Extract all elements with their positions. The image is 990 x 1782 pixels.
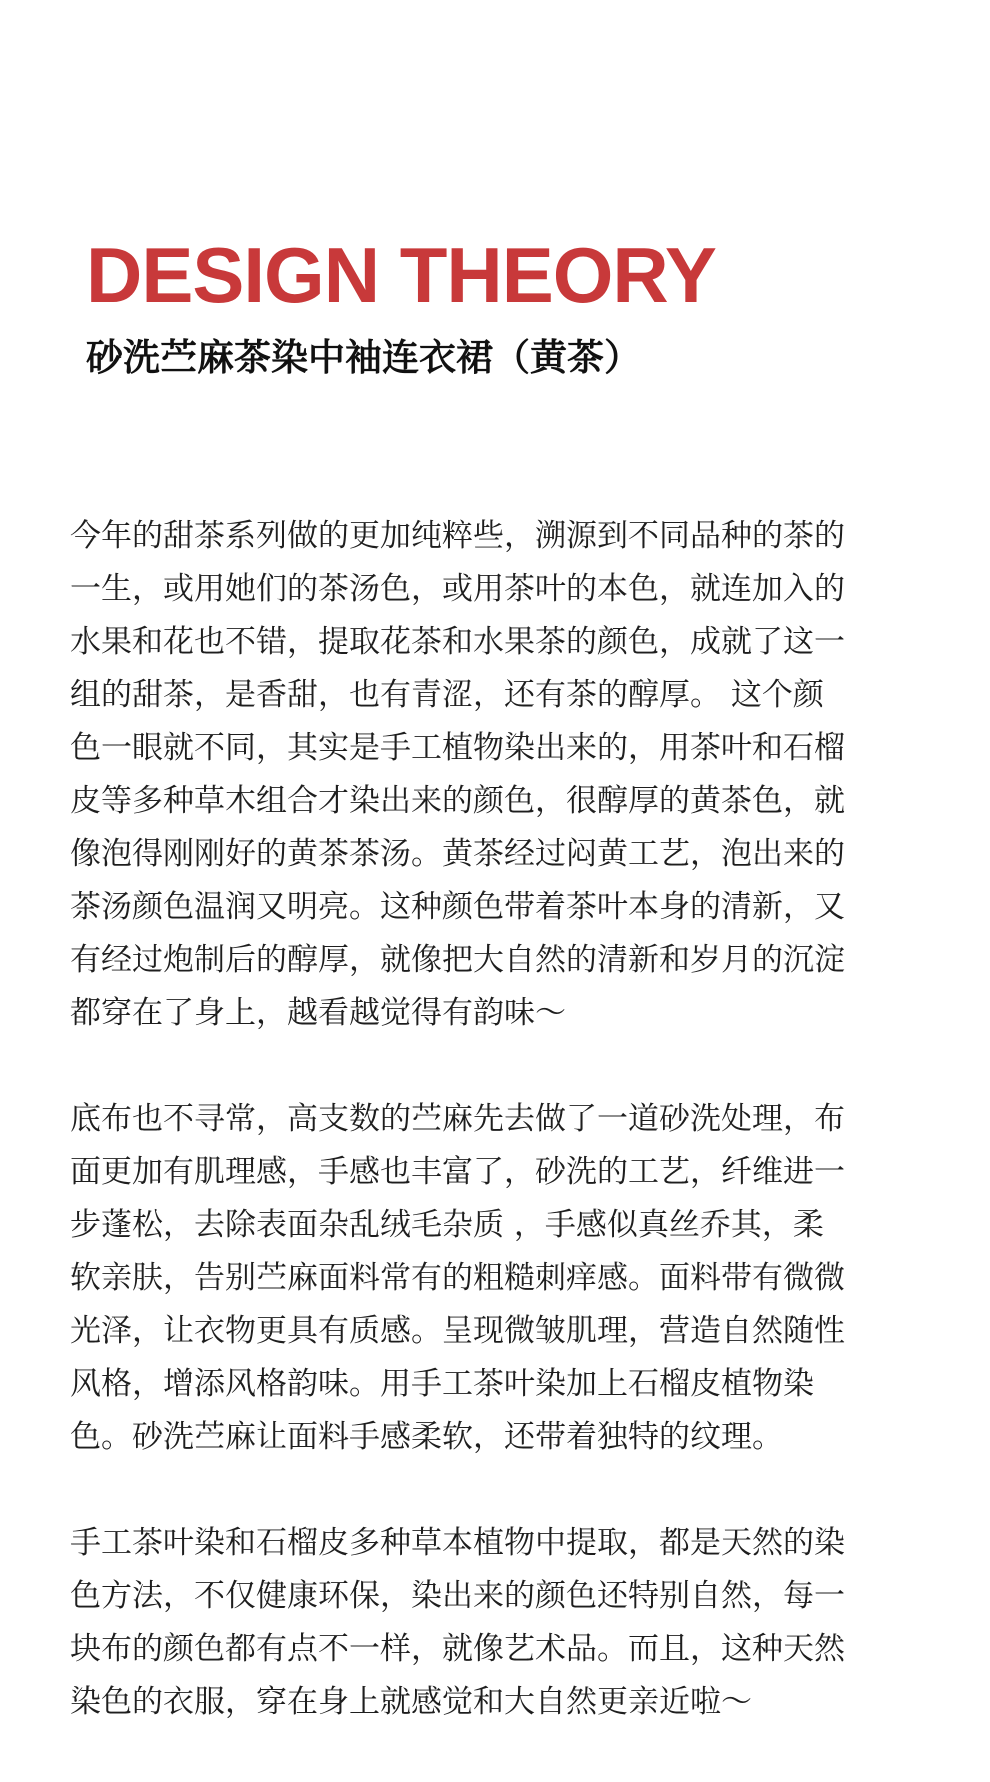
text-line: 手工茶叶染和石榴皮多种草本植物中提取，都是天然的染: [70, 1525, 845, 1561]
text-line: 面更加有肌理感，手感也丰富了，砂洗的工艺，纤维进一: [70, 1154, 845, 1190]
english-heading: DESIGN THEORY: [86, 231, 716, 319]
text-line: 皮等多种草木组合才染出来的颜色，很醇厚的黄茶色，就: [70, 783, 845, 819]
text-line: 底布也不寻常，高支数的苎麻先去做了一道砂洗处理，布: [70, 1101, 845, 1137]
text-line: 块布的颜色都有点不一样，就像艺术品。而且，这种天然: [70, 1631, 845, 1667]
text-line: 都穿在了身上，越看越觉得有韵味～: [70, 995, 566, 1031]
text-line: 今年的甜茶系列做的更加纯粹些，溯源到不同品种的茶的: [70, 518, 845, 554]
product-title: 砂洗苎麻茶染中袖连衣裙（黄茶）: [86, 336, 641, 379]
text-line: 一生，或用她们的茶汤色，或用茶叶的本色，就连加入的: [70, 571, 845, 607]
article-body: [70, 510, 930, 1782]
text-line: 光泽，让衣物更具有质感。呈现微皱肌理，营造自然随性: [70, 1313, 845, 1349]
text-line: 像泡得刚刚好的黄茶茶汤。黄茶经过闷黄工艺，泡出来的: [70, 836, 845, 872]
text-line: 步蓬松，去除表面杂乱绒毛杂质 ，手感似真丝乔其，柔: [70, 1207, 824, 1243]
paragraph-2: [70, 1093, 930, 1464]
text-line: 软亲肤，告别苎麻面料常有的粗糙刺痒感。面料带有微微: [70, 1260, 845, 1296]
text-line: 有经过炮制后的醇厚，就像把大自然的清新和岁月的沉淀: [70, 942, 845, 978]
text-line: 色一眼就不同，其实是手工植物染出来的，用茶叶和石榴: [70, 730, 845, 766]
header: [86, 231, 966, 380]
text-line: 风格，增添风格韵味。用手工茶叶染加上石榴皮植物染: [70, 1366, 814, 1402]
text-line: 茶汤颜色温润又明亮。这种颜色带着茶叶本身的清新，又: [70, 889, 845, 925]
paragraph-1: [70, 510, 930, 1040]
text-line: 水果和花也不错，提取花茶和水果茶的颜色，成就了这一: [70, 624, 845, 660]
text-line: 色。砂洗苎麻让面料手感柔软，还带着独特的纹理。: [70, 1419, 783, 1455]
paragraph-3: [70, 1517, 930, 1729]
text-line: 组的甜茶，是香甜，也有青涩，还有茶的醇厚。 这个颜: [70, 677, 824, 713]
text-line: 色方法，不仅健康环保，染出来的颜色还特别自然，每一: [70, 1578, 845, 1614]
text-line: 染色的衣服，穿在身上就感觉和大自然更亲近啦～: [70, 1684, 752, 1720]
